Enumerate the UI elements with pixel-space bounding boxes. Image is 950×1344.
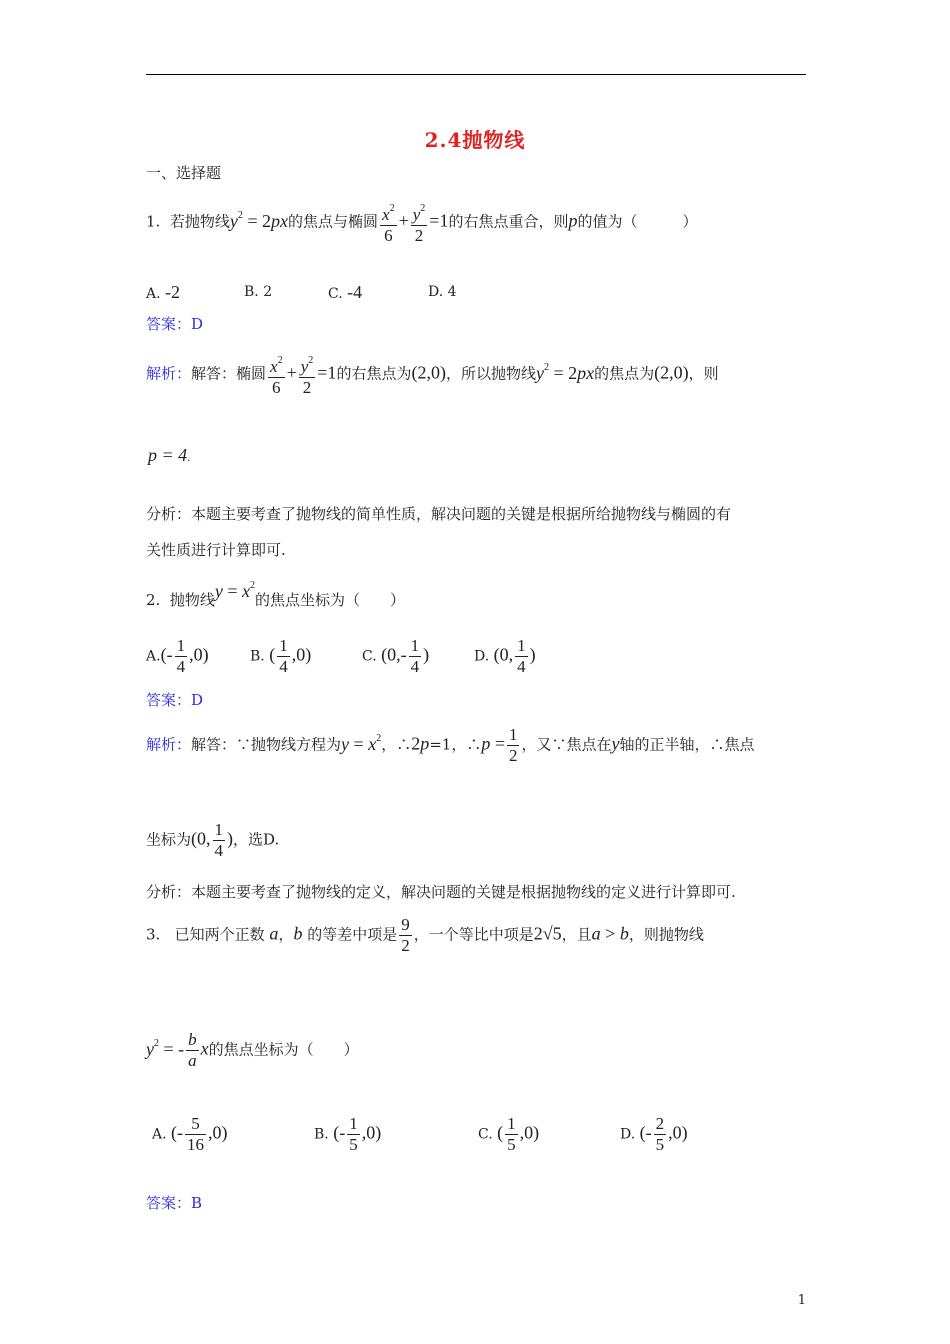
q2-answer: 答案：D [146, 691, 204, 709]
page-number: 1 [797, 1293, 806, 1308]
q1-option-c: C. -4 [328, 282, 363, 302]
fraction-y2-2: $\frac{y^2}{2}$ [411, 199, 428, 246]
q1-p-value: p = 4. [148, 445, 191, 465]
q2-option-c: C. (0,- $\frac{1}{4}$ ) [362, 636, 430, 676]
q3-answer: 答案：B [146, 1194, 203, 1212]
question-3: 3. 已知两个正数 a，b 的等差中项是 $\frac{9}{2}$ ，一个等比中项是2√5，且a > b，则抛物线 [146, 915, 704, 955]
q1-option-b: B. 2 [244, 284, 273, 300]
q1-option-a: A. -2 [146, 282, 181, 302]
q3-option-b: B. (- $\frac{1}{5}$ ,0) [314, 1114, 382, 1154]
page-title: 2.4抛物线 [424, 128, 526, 152]
question-2: 2. 抛物线$y = x^2$的焦点坐标为（ ） [146, 580, 406, 609]
q1-summary: 分析：本题主要考查了抛物线的简单性质，解决问题的关键是根据所给抛物线与椭圆的有 [146, 505, 732, 523]
q2-option-d: D. (0, $\frac{1}{4}$ ) [474, 636, 536, 676]
q3-line2: $y^2$ = - $\frac{b}{a}$ x的焦点坐标为（ ） [146, 1030, 359, 1070]
q2-analysis: 解析：解答：∵抛物线方程为$y = x^2$，∴2p=1，∴p = $\frac{1}{2}$ ，又∵焦点在y轴的正半轴，∴焦点 [146, 725, 755, 765]
header-rule [146, 74, 806, 75]
q2-option-a: A.(- $\frac{1}{4}$ ,0) [146, 636, 209, 676]
fraction-x2-6: $\frac{x^2}{6}$ [380, 199, 397, 246]
q3-option-c: C. ( $\frac{1}{5}$ ,0) [478, 1114, 540, 1154]
q2-analysis-line2: 坐标为(0, $\frac{1}{4}$ )，选D. [146, 820, 280, 860]
q1-summary-2: 关性质进行计算即可. [146, 541, 286, 559]
q1-option-d: D. 4 [428, 284, 457, 300]
section-heading: 一、选择题 [146, 164, 222, 182]
q1-answer: 答案：D [146, 315, 204, 333]
q3-option-d: D. (- $\frac{2}{5}$ ,0) [620, 1114, 688, 1154]
q2-option-b: B. ( $\frac{1}{4}$ ,0) [250, 636, 312, 676]
q2-summary: 分析：本题主要考查了抛物线的定义，解决问题的关键是根据抛物线的定义进行计算即可. [146, 883, 736, 901]
q3-option-a: A. (- $\frac{5}{16}$ ,0) [152, 1114, 228, 1154]
q1-analysis: 解析：解答：椭圆 $\frac{x^2}{6}$ + $\frac{y^2}{2}$ =1的右焦点为(2,0)，所以抛物线$y^2 = 2px$的焦点为(2,0)，则 [146, 351, 719, 398]
formula-parabola: $y^2 = 2px$ [229, 209, 289, 231]
question-1: 1. 若抛物线$y^2 = 2px$的焦点与椭圆 $\frac{x^2}{6}$ + $\frac{y^2}{2}$ =1的右焦点重合，则p的值为（ ） [146, 199, 697, 246]
